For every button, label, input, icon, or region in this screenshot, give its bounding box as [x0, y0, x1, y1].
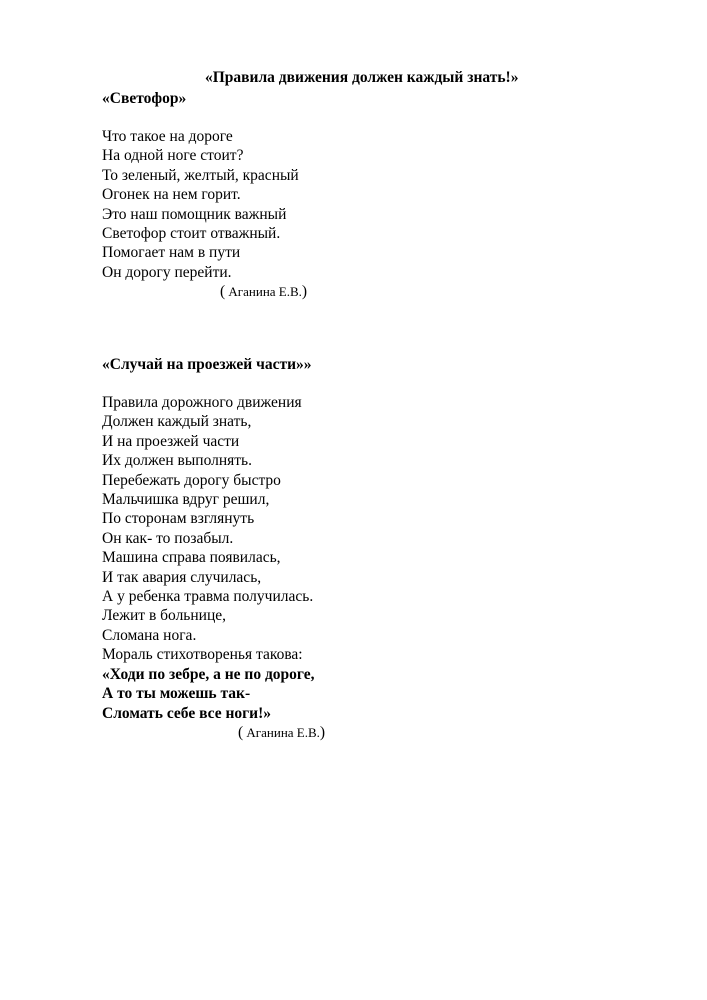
- poem-line: Их должен выполнять.: [102, 452, 252, 470]
- poem-line: А у ребенка травма получилась.: [102, 588, 314, 606]
- poem-line: Машина справа появилась,: [102, 549, 281, 567]
- author-open-paren: (: [238, 723, 244, 741]
- author-name: Аганина Е.В.: [225, 284, 302, 300]
- author-name: Аганина Е.В.: [243, 724, 320, 740]
- poem-author: [102, 282, 662, 301]
- poem-author: [102, 723, 662, 742]
- poem-line: То зеленый, желтый, красный: [102, 166, 299, 184]
- poem-line: На одной ноге стоит?: [102, 147, 244, 165]
- poem-line: Что такое на дороге: [102, 128, 233, 145]
- author-close-paren: ): [319, 723, 326, 741]
- poem-line: Светофор стоит отважный.: [102, 225, 281, 243]
- poem-line: Сломана нога.: [102, 626, 197, 644]
- poem-line: Сломать себе все ноги!»: [102, 704, 272, 722]
- poem-line: Он дорогу перейти.: [102, 263, 232, 281]
- poem-lines: [102, 393, 662, 723]
- poem-line: А то ты можешь так-: [102, 685, 251, 703]
- poem-line: Он как- то позабыл.: [102, 529, 234, 547]
- document-title: «Правила движения должен каждый знать!»: [205, 69, 519, 86]
- poem-line: Огонек на нем горит.: [102, 186, 241, 204]
- poem-line: И на проезжей части: [102, 432, 240, 450]
- poem-line: И так авария случилась,: [102, 568, 262, 586]
- poem-line: Должен каждый знать,: [102, 413, 252, 431]
- poem-line: Мальчишка вдруг решил,: [102, 491, 270, 509]
- poem-line: Помогает нам в пути: [102, 244, 241, 262]
- poem-line: Это наш помощник важный: [102, 205, 287, 223]
- poem-line: Лежит в больнице,: [102, 607, 227, 625]
- poem-line: Мораль стихотворенья такова:: [102, 646, 303, 664]
- poem-line: Перебежать дорогу быстро: [102, 471, 281, 489]
- poem-lines: [102, 127, 662, 282]
- author-open-paren: (: [220, 283, 226, 301]
- poem-svetofor: [102, 89, 662, 301]
- poem-heading: «Светофор»: [102, 90, 187, 107]
- poem-sluchai: [102, 355, 662, 742]
- author-close-paren: ): [301, 283, 308, 301]
- poem-line: По сторонам взглянуть: [102, 510, 255, 528]
- poem-line: «Ходи по зебре, а не по дороге,: [102, 665, 315, 683]
- poem-heading: «Случай на проезжей части»»: [102, 356, 312, 373]
- poem-line: Правила дорожного движения: [102, 394, 302, 411]
